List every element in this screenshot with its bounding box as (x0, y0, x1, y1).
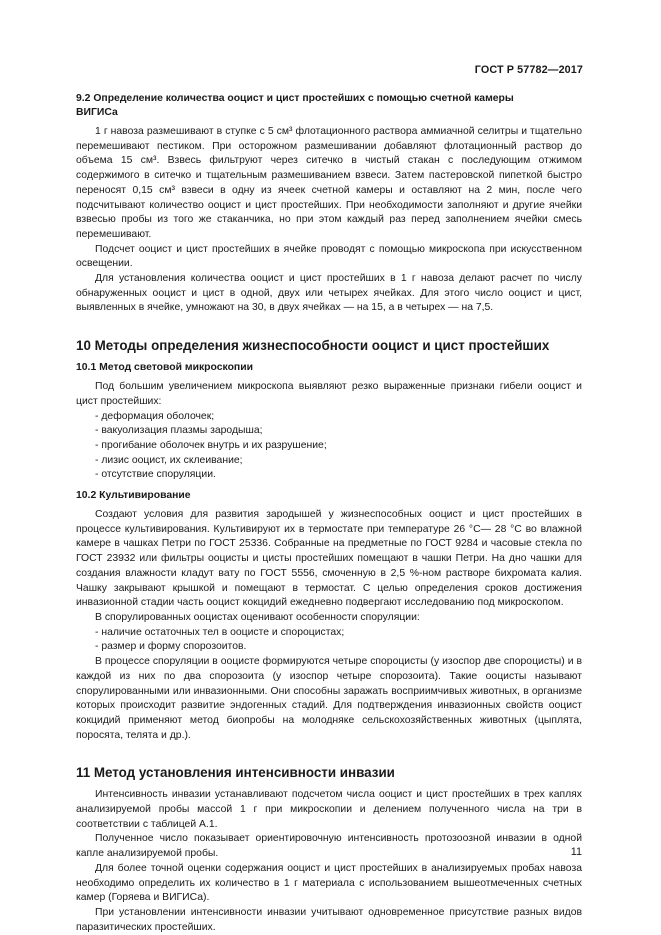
paragraph: 1 г навоза размешивают в ступке с 5 см³ флотационного раствора аммиачной селитры и тщательно перемешивают пестиком. При осторожном размешивании добавляют флотационный раствор до объема 15 см³. Взвесь фильтруют через ситечко в чистый стакан с последующим отжимом содержимого в ситечко и тщательным размешиванием взвеси. Затем пастеровской пипеткой быстро переносят 0,15 см³ взвеси в одну из ячеек счетной камеры и оставляют на 2 мин, после чего подсчитывают количество ооцист и цист простейших. При необходимости заполняют и другие ячейки взвесью пробы из того же стаканчика, но при этом каждый раз перед заполнением ячейки смесь перемешивают. (76, 126, 582, 240)
list-item: - размер и форму спорозоитов. (95, 641, 247, 653)
paragraph: При установлении интенсивности инвазии учитывают одновременное присутствие разных видов паразитических простейших. (76, 906, 582, 933)
list-item: - отсутствие споруляции. (95, 469, 216, 481)
section-title-11: 11 Метод установления интенсивности инвазии (76, 765, 395, 781)
paragraph: Для установления количества ооцист и цист простейших в 1 г навоза делают расчет по числу обнаруженных ооцист и цист в одной, двух или четырех ячейках. Для этого число ооцист и цист, выявленных в ячейке, умножают на 30, в двух ячейках — на 15, а в четырех — на 7,5. (76, 273, 582, 314)
document-body (76, 92, 582, 935)
paragraph: В процессе споруляции в ооцисте формируются четыре спороцисты (у изоспор две спороцисты) и в каждой из них по два спорозоита (у изоспор четыре спорозоита). Такие ооцисты называют спорулированными или инвазионными. Они способны заражать восприимчивых животных, в организме которых происходит развитие эндогенных стадий. Для подтверждения инвазионных свойств ооцист кокцидий применяют метод биопробы на молодняке сельскохозяйственных животных (цыплята, поросята, телята и др.). (76, 656, 582, 741)
paragraph: Полученное число показывает ориентировочную интенсивность протозоозной инвазии в одной капле анализируемой пробы. (76, 833, 582, 860)
list-item: - лизис ооцист, их склеивание; (95, 454, 243, 466)
subsection-title-9-2 (76, 92, 582, 120)
paragraph: Интенсивность инвазии устанавливают подсчетом числа ооцист и цист простейших в трех каплях анализируемой пробы массой 1 г при микроскопии и делением полученного числа на три в соответствии с таблицей А.1. (76, 789, 582, 830)
subsection-title-10-1: 10.1 Метод световой микроскопии (76, 362, 253, 374)
list-item: - вакуолизация плазмы зародыша; (95, 425, 263, 437)
list-item: - наличие остаточных тел в ооцисте и спороцистах; (95, 626, 345, 638)
list-item: - деформация оболочек; (95, 410, 215, 422)
subsection-title-10-2: 10.2 Культивирование (76, 490, 191, 502)
paragraph: Подсчет ооцист и цист простейших в ячейке проводят с помощью микроскопа при искусственном освещении. (76, 243, 582, 270)
paragraph: Создают условия для развития зародышей у жизнеспособных ооцист и цист простейших в процессе культивирования. Культивируют их в термостате при температуре 26 °С— 28 °С во влажной камере в чашках Петри по ГОСТ 25336. Собранные на предметные по ГОСТ 9284 и часовые стекла по ГОСТ 23932 или фильтры ооцисты и цисты простейших помещают в чашки Петри. На дно чашки для создания влажности кладут вату по ГОСТ 5556, смоченную в 2,5 %-ном растворе бихромата калия. Чашку закрывают крышкой и помещают в термостат. С целью определения сроков достижения инвазионной стадии часть ооцист кокцидий ежедневно подвергают исследованию под микроскопом. (76, 509, 582, 609)
subsection-title-9-2-line1: 9.2 Определение количества ооцист и цист простейших с помощью счетной камеры (76, 93, 514, 104)
subsection-title-9-2-line2: ВИГИСа (76, 107, 118, 118)
section-title-10: 10 Методы определения жизнеспособности ооцист и цист простейших (76, 338, 550, 354)
document-code: ГОСТ Р 57782—2017 (474, 64, 583, 76)
paragraph: Под большим увеличением микроскопа выявляют резко выраженные признаки гибели ооцист и цист простейших: (76, 381, 582, 407)
list-item: - прогибание оболочек внутрь и их разрушение; (95, 439, 327, 451)
page-number: 11 (570, 846, 582, 858)
paragraph: В спорулированных ооцистах оценивают особенности споруляции: (95, 611, 420, 623)
paragraph: Для более точной оценки содержания ооцист и цист простейших в анализируемых пробах навоза необходимо определить их количество в 1 г материала с использованием вышеотмеченных счетных камер (Горяева и ВИГИСа). (76, 862, 582, 904)
